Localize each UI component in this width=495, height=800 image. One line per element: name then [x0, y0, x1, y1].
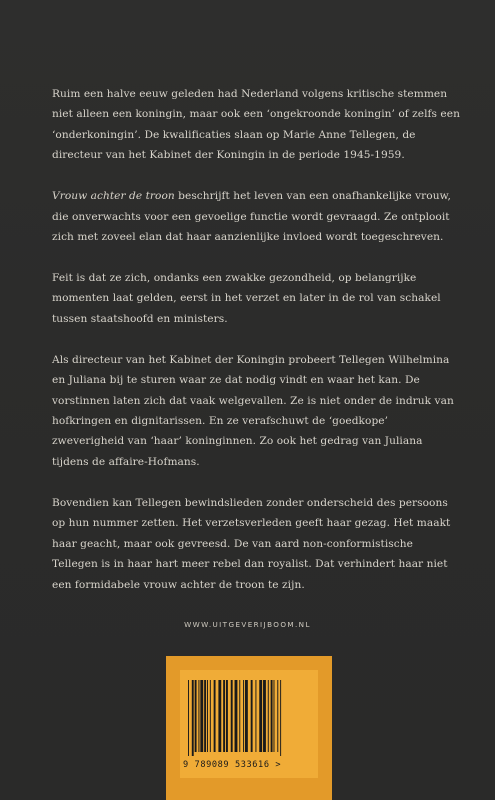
book-title: Vrouw achter de troon: [52, 190, 175, 203]
barcode-bar: [245, 680, 248, 752]
barcode-bar: [231, 680, 233, 752]
barcode-bar: [268, 680, 269, 752]
barcode-bar: [192, 680, 194, 756]
barcode-bars: [186, 680, 312, 756]
barcode-number: [183, 760, 317, 770]
barcode-bar: [271, 680, 273, 752]
blurb-paragraph-3: Feit is dat ze zich, ondanks een zwakke gezondheid, op belangrijke momenten laat gelden, eerst in het verzet en later in de rol van schakel tussen staatshoofd en ministers.: [52, 272, 441, 325]
barcode-bar: [223, 680, 225, 752]
barcode-bar: [235, 680, 238, 752]
blurb-paragraph-2-text: beschrijft het leven van een onafhankelijke vrouw, die onverwachts voor een gevoelige functie wordt gevraagd. Ze ontplooit zich met zoveel elan dat haar aanzienlijke invloed wordt toegeschreven.: [52, 190, 451, 244]
barcode-bar: [200, 680, 203, 752]
barcode-bar: [259, 680, 262, 752]
barcode-label: [180, 670, 318, 778]
back-cover-blurb: [52, 84, 462, 616]
barcode-bar: [239, 680, 240, 752]
blurb-paragraph-5: Bovendien kan Tellegen bewindslieden zonder onderscheid des persoons op hun nummer zetten. Het verzetsverleden geeft haar gezag. Het maakt haar geacht, maar ook gevreesd. De van aard non-conformistische Tellegen is in haar hart meer rebel dan royalist. Dat verhindert haar niet een formidabele vrouw achter de troon te zijn.: [52, 496, 451, 591]
barcode-bar: [226, 680, 228, 752]
barcode-bar: [263, 680, 266, 752]
blurb-paragraph-1: Ruim een halve eeuw geleden had Nederland volgens kritische stemmen niet alleen een koningin, maar ook een ‘ongekroonde koningin’ of zelfs een ‘onderkoningin’. De kwalificaties slaan op Marie Anne Tellegen, de directeur van het Kabinet der Koningin in de periode 1945-1959.: [52, 88, 460, 162]
barcode-bar: [251, 680, 253, 752]
barcode-bar: [210, 680, 211, 752]
barcode-bar: [280, 680, 281, 756]
barcode-bar: [198, 680, 199, 752]
blurb-paragraph-2: [52, 186, 462, 247]
blurb-paragraph-4: Als directeur van het Kabinet der Koningin probeert Tellegen Wilhelmina en Juliana bij te sturen waar ze dat nodig vindt en waar het kan. De vorstinnen laten zich dat vaak welgevallen. Ze is niet onder de indruk van hofkringen en dignitarissen. En ze verafschuwt de ‘goedkope’ zweverigheid van ‘haar’ koninginnen. Zo ook het gedrag van Juliana tijdens de affaire-Hofmans.: [52, 353, 454, 468]
barcode-digits: 9 789089 533616: [183, 760, 270, 770]
barcode-bar: [274, 680, 275, 752]
barcode-bar: [188, 680, 189, 756]
barcode-bar: [277, 680, 278, 752]
barcode-bar: [214, 680, 216, 752]
barcode-bar: [204, 680, 206, 752]
barcode-quiet-zone-marker: >: [275, 760, 282, 770]
publisher-url: WWW.UITGEVERIJBOOM.NL: [184, 620, 311, 629]
barcode-bar: [207, 680, 208, 752]
barcode-bar: [255, 680, 256, 752]
barcode-bar: [195, 680, 197, 752]
barcode-bar: [218, 680, 221, 752]
barcode-panel: [166, 656, 332, 800]
barcode-bar: [243, 680, 244, 752]
